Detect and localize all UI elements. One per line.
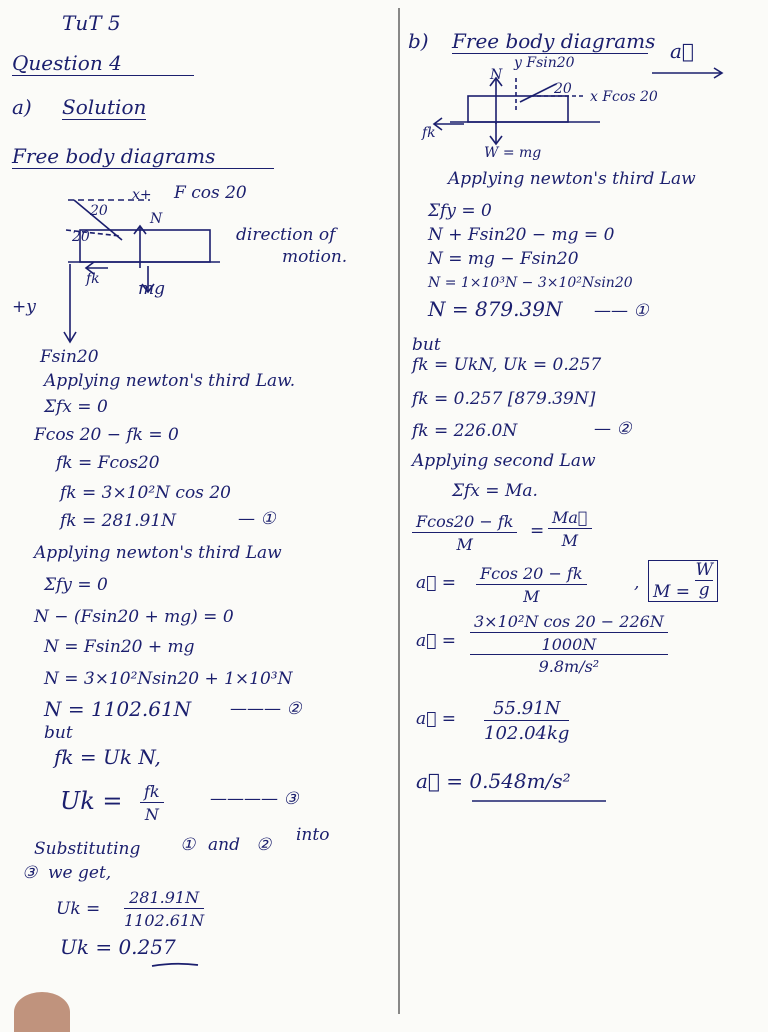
label-angle-20b: 20 xyxy=(72,229,90,245)
eq-left-10: N = Fsin20 + mg xyxy=(44,637,195,657)
eq-left-1: Applying newton's third Law. xyxy=(44,371,296,391)
eq-right-3: N + Fsin20 − mg = 0 xyxy=(428,225,615,245)
column-divider xyxy=(398,8,400,1014)
eq-right-7: but xyxy=(412,335,441,355)
eq-left-7: Applying newton's third Law xyxy=(34,543,282,563)
eq-right-2: Σfy = 0 xyxy=(428,201,492,221)
accel-vector-label: a⃗ xyxy=(670,39,694,63)
fbd-diagram-left xyxy=(30,183,250,356)
eq-right-1: Applying newton's third Law xyxy=(448,169,696,189)
label-fk-left: fk xyxy=(86,271,100,287)
label-fk-right: fk xyxy=(422,125,436,141)
eq-left-6: fk = 281.91N xyxy=(60,511,177,531)
part-a-label: a) xyxy=(12,95,32,119)
mark-2-left: ——— ② xyxy=(230,699,302,719)
label-angle-20a: 20 xyxy=(90,203,108,219)
mark-ref-1: ① xyxy=(180,835,196,855)
eq-right-14: a⃗ = xyxy=(416,631,456,651)
frac-uk-values: $\frac{281.91N}{1102.61N}$ xyxy=(124,888,205,930)
eq-left-15: Uk = xyxy=(60,787,123,815)
mass-def-comma: , xyxy=(634,573,640,593)
eq-left-8: Σfy = 0 xyxy=(44,575,108,595)
frac-newton-rhs: $\frac{Ma⃗}{M}$ xyxy=(548,508,592,550)
eq-right-13: a⃗ = xyxy=(416,573,456,593)
eq-right-11: Applying second Law xyxy=(412,451,596,471)
eq-right-12: Σfx = Ma. xyxy=(452,481,538,501)
frac-newton-lhs: $\frac{Fcos20 - fk}{M}$ xyxy=(412,512,517,554)
label-fcos20-left: F cos 20 xyxy=(174,183,247,203)
accel-arrow xyxy=(650,66,730,80)
label-angle-20-right: 20 xyxy=(554,81,572,97)
underline-answer-left xyxy=(150,960,200,970)
eq-left-16: Substituting xyxy=(34,839,141,859)
eq-left-21: Uk = 0.257 xyxy=(60,935,176,959)
label-fsin20-left: Fsin20 xyxy=(40,347,99,367)
eq-left-18: into xyxy=(296,825,330,845)
eq-left-17: and xyxy=(208,835,240,855)
eq-left-20: Uk = xyxy=(56,899,101,919)
eq-left-13: but xyxy=(44,723,73,743)
eq-left-12: N = 1102.61N xyxy=(44,697,192,721)
eq-left-2: Σfx = 0 xyxy=(44,397,108,417)
eq-right-8: fk = UkN, Uk = 0.257 xyxy=(412,355,602,375)
eq-right-5: N = 1×10³N − 3×10²Nsin20 xyxy=(428,275,633,291)
frac-accel-1: $\frac{Fcos 20 - fk}{M}$ xyxy=(476,564,587,606)
fbd-title-left: Free body diagrams xyxy=(12,145,274,169)
eq-left-19: we get, xyxy=(48,863,112,883)
fbd-title-right: Free body diagrams xyxy=(452,29,656,53)
solution-heading: Solution xyxy=(62,95,147,119)
eq-left-14: fk = Uk N, xyxy=(54,745,161,769)
mark-ref-3: ③ xyxy=(22,863,38,883)
underline-answer-right xyxy=(470,796,610,806)
frac-uk-left: $\frac{fk}{N}$ xyxy=(140,782,164,824)
eq-right-4: N = mg − Fsin20 xyxy=(428,249,579,269)
label-mg-left: mg xyxy=(138,279,166,299)
mass-def-box: M = $\frac{W}{g}$ xyxy=(648,560,718,602)
eq-right-10: fk = 226.0N xyxy=(412,421,518,441)
eq-right-16: a⃗ = 0.548m/s² xyxy=(416,769,571,793)
label-normal-n-left: N xyxy=(150,211,163,227)
thumb-edge xyxy=(14,992,70,1032)
frac-accel-3: $\frac{55.91N}{102.04kg}$ xyxy=(484,698,570,744)
eq-left-3: Fcos 20 − fk = 0 xyxy=(34,425,179,445)
eq-right-9: fk = 0.257 [879.39N] xyxy=(412,389,596,409)
fbd-diagram-right xyxy=(420,62,620,152)
label-fsin20-right: y Fsin20 xyxy=(514,55,575,71)
part-b-label: b) xyxy=(408,29,429,53)
label-x-plus: x+ xyxy=(132,187,152,203)
mark-1-left: — ① xyxy=(238,509,276,529)
label-fcos20-right: x Fcos 20 xyxy=(590,89,658,105)
mark-2-right: — ② xyxy=(594,419,632,439)
eq-left-9: N − (Fsin20 + mg) = 0 xyxy=(34,607,234,627)
mark-ref-2: ② xyxy=(256,835,272,855)
eq-right-6: N = 879.39N xyxy=(428,297,563,321)
eq-left-5: fk = 3×10²N cos 20 xyxy=(60,483,231,503)
label-motion: motion. xyxy=(282,247,348,267)
equals-sign-1: = xyxy=(530,521,545,541)
mark-3-left: ———— ③ xyxy=(210,789,299,809)
question-heading: Question 4 xyxy=(12,52,194,76)
label-plus-y: +y xyxy=(12,297,36,317)
eq-right-15: a⃗ = xyxy=(416,709,456,729)
frac-accel-2: 3×10²N cos 20 − 226N 1000N 9.8m/s² xyxy=(470,612,668,676)
eq-left-4: fk = Fcos20 xyxy=(56,453,160,473)
label-normal-n-right: N xyxy=(490,67,503,83)
mark-1-right: —— ① xyxy=(594,301,649,321)
label-weight: W = mg xyxy=(484,145,542,161)
tut-heading: TuT 5 xyxy=(62,11,121,35)
label-direction: direction of xyxy=(236,225,336,245)
eq-left-11: N = 3×10²Nsin20 + 1×10³N xyxy=(44,669,293,689)
